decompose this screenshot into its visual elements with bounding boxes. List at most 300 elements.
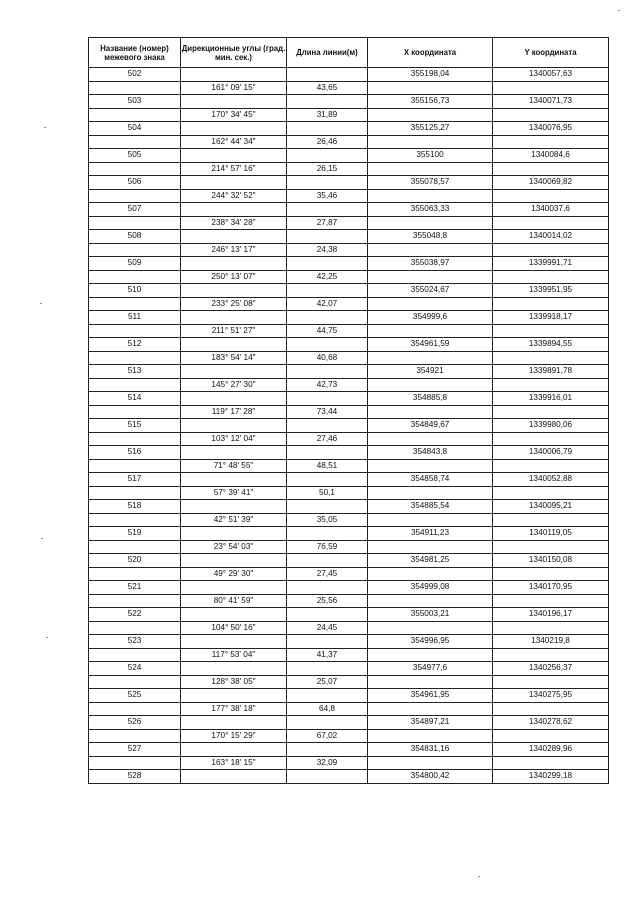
empty-cell <box>493 540 609 554</box>
empty-cell <box>89 702 181 716</box>
point-row <box>89 662 609 676</box>
point-name-cell: 513 <box>89 365 181 379</box>
empty-cell <box>493 189 609 203</box>
empty-cell <box>181 95 287 109</box>
point-name-cell: 508 <box>89 230 181 244</box>
point-name-cell: 520 <box>89 554 181 568</box>
line-length-cell: 48,51 <box>287 459 368 473</box>
table-body <box>89 68 609 784</box>
point-row <box>89 203 609 217</box>
line-length-cell: 41,37 <box>287 648 368 662</box>
direction-angle-cell: 57° 39' 41" <box>181 486 287 500</box>
segment-row <box>89 648 609 662</box>
empty-cell <box>181 716 287 730</box>
x-coordinate-cell: 354885,54 <box>368 500 493 514</box>
point-row <box>89 68 609 82</box>
x-coordinate-cell: 354999,08 <box>368 581 493 595</box>
segment-row <box>89 621 609 635</box>
empty-cell <box>368 594 493 608</box>
x-coordinate-cell: 355125,27 <box>368 122 493 136</box>
line-length-cell: 44,75 <box>287 324 368 338</box>
y-coordinate-cell: 1339991,71 <box>493 257 609 271</box>
point-name-cell: 525 <box>89 689 181 703</box>
y-coordinate-cell: 1340219,8 <box>493 635 609 649</box>
empty-cell <box>287 500 368 514</box>
empty-cell <box>368 540 493 554</box>
empty-cell <box>89 675 181 689</box>
empty-cell <box>493 297 609 311</box>
empty-cell <box>181 230 287 244</box>
empty-cell <box>493 324 609 338</box>
empty-cell <box>181 608 287 622</box>
point-name-cell: 503 <box>89 95 181 109</box>
direction-angle-cell: 162° 44' 34" <box>181 135 287 149</box>
y-coordinate-cell: 1340052,88 <box>493 473 609 487</box>
direction-angle-cell: 238° 34' 28" <box>181 216 287 230</box>
header-y-coordinate: Y координата <box>493 38 609 68</box>
empty-cell <box>493 432 609 446</box>
empty-cell <box>368 189 493 203</box>
point-row <box>89 230 609 244</box>
x-coordinate-cell: 354831,16 <box>368 743 493 757</box>
empty-cell <box>287 68 368 82</box>
segment-row <box>89 108 609 122</box>
empty-cell <box>89 729 181 743</box>
line-length-cell: 35,05 <box>287 513 368 527</box>
direction-angle-cell: 145° 27' 30" <box>181 378 287 392</box>
empty-cell <box>368 108 493 122</box>
empty-cell <box>89 243 181 257</box>
x-coordinate-cell: 354981,25 <box>368 554 493 568</box>
direction-angle-cell: 117° 53' 04" <box>181 648 287 662</box>
direction-angle-cell: 80° 41' 59" <box>181 594 287 608</box>
direction-angle-cell: 183° 54' 14" <box>181 351 287 365</box>
empty-cell <box>368 162 493 176</box>
y-coordinate-cell: 1340170,95 <box>493 581 609 595</box>
line-length-cell: 25,56 <box>287 594 368 608</box>
empty-cell <box>493 756 609 770</box>
line-length-cell: 26,46 <box>287 135 368 149</box>
y-coordinate-cell: 1340150,08 <box>493 554 609 568</box>
x-coordinate-cell: 354911,23 <box>368 527 493 541</box>
empty-cell <box>181 419 287 433</box>
empty-cell <box>89 486 181 500</box>
point-name-cell: 514 <box>89 392 181 406</box>
point-name-cell: 506 <box>89 176 181 190</box>
empty-cell <box>368 243 493 257</box>
x-coordinate-cell: 354800,42 <box>368 770 493 784</box>
x-coordinate-cell: 355003,21 <box>368 608 493 622</box>
x-coordinate-cell: 354858,74 <box>368 473 493 487</box>
point-row <box>89 122 609 136</box>
empty-cell <box>89 81 181 95</box>
empty-cell <box>181 446 287 460</box>
empty-cell <box>368 648 493 662</box>
boundary-coordinates-table <box>88 37 609 784</box>
y-coordinate-cell: 1340014,02 <box>493 230 609 244</box>
point-row <box>89 716 609 730</box>
empty-cell <box>89 216 181 230</box>
empty-cell <box>181 338 287 352</box>
segment-row <box>89 351 609 365</box>
point-name-cell: 521 <box>89 581 181 595</box>
empty-cell <box>89 513 181 527</box>
y-coordinate-cell: 1339951,95 <box>493 284 609 298</box>
segment-row <box>89 324 609 338</box>
line-length-cell: 32,09 <box>287 756 368 770</box>
point-name-cell: 519 <box>89 527 181 541</box>
empty-cell <box>493 405 609 419</box>
point-row <box>89 770 609 784</box>
empty-cell <box>287 230 368 244</box>
empty-cell <box>493 729 609 743</box>
line-length-cell: 24,38 <box>287 243 368 257</box>
line-length-cell: 40,68 <box>287 351 368 365</box>
empty-cell <box>493 567 609 581</box>
point-row <box>89 95 609 109</box>
empty-cell <box>368 567 493 581</box>
segment-row <box>89 756 609 770</box>
empty-cell <box>181 527 287 541</box>
x-coordinate-cell: 354885,8 <box>368 392 493 406</box>
line-length-cell: 76,59 <box>287 540 368 554</box>
point-row <box>89 338 609 352</box>
point-name-cell: 510 <box>89 284 181 298</box>
empty-cell <box>493 216 609 230</box>
empty-cell <box>89 189 181 203</box>
empty-cell <box>89 270 181 284</box>
segment-row <box>89 459 609 473</box>
x-coordinate-cell: 354961,59 <box>368 338 493 352</box>
empty-cell <box>89 540 181 554</box>
segment-row <box>89 162 609 176</box>
y-coordinate-cell: 1339980,06 <box>493 419 609 433</box>
point-name-cell: 526 <box>89 716 181 730</box>
x-coordinate-cell: 354961,95 <box>368 689 493 703</box>
empty-cell <box>493 648 609 662</box>
point-row <box>89 311 609 325</box>
empty-cell <box>287 554 368 568</box>
empty-cell <box>181 554 287 568</box>
empty-cell <box>368 756 493 770</box>
point-name-cell: 516 <box>89 446 181 460</box>
direction-angle-cell: 214° 57' 16" <box>181 162 287 176</box>
empty-cell <box>287 662 368 676</box>
empty-cell <box>287 743 368 757</box>
direction-angle-cell: 42° 51' 39" <box>181 513 287 527</box>
empty-cell <box>368 702 493 716</box>
empty-cell <box>181 689 287 703</box>
line-length-cell: 31,89 <box>287 108 368 122</box>
scan-speck <box>478 876 480 877</box>
line-length-cell: 25,07 <box>287 675 368 689</box>
line-length-cell: 73,44 <box>287 405 368 419</box>
empty-cell <box>287 635 368 649</box>
empty-cell <box>368 675 493 689</box>
segment-row <box>89 270 609 284</box>
empty-cell <box>181 311 287 325</box>
empty-cell <box>368 405 493 419</box>
point-row <box>89 284 609 298</box>
point-name-cell: 507 <box>89 203 181 217</box>
point-name-cell: 517 <box>89 473 181 487</box>
point-row <box>89 392 609 406</box>
empty-cell <box>89 162 181 176</box>
empty-cell <box>287 203 368 217</box>
y-coordinate-cell: 1340289,96 <box>493 743 609 757</box>
empty-cell <box>368 378 493 392</box>
empty-cell <box>89 351 181 365</box>
point-name-cell: 523 <box>89 635 181 649</box>
direction-angle-cell: 163° 18' 15" <box>181 756 287 770</box>
segment-row <box>89 297 609 311</box>
y-coordinate-cell: 1340076,95 <box>493 122 609 136</box>
x-coordinate-cell: 355078,57 <box>368 176 493 190</box>
x-coordinate-cell: 355100 <box>368 149 493 163</box>
empty-cell <box>287 122 368 136</box>
empty-cell <box>89 648 181 662</box>
empty-cell <box>181 392 287 406</box>
direction-angle-cell: 119° 17' 28" <box>181 405 287 419</box>
direction-angle-cell: 71° 48' 55" <box>181 459 287 473</box>
segment-row <box>89 216 609 230</box>
table-header-row <box>89 38 609 68</box>
x-coordinate-cell: 354849,67 <box>368 419 493 433</box>
empty-cell <box>181 743 287 757</box>
point-row <box>89 419 609 433</box>
y-coordinate-cell: 1340299,18 <box>493 770 609 784</box>
empty-cell <box>493 378 609 392</box>
empty-cell <box>287 446 368 460</box>
empty-cell <box>287 770 368 784</box>
direction-angle-cell: 23° 54' 03" <box>181 540 287 554</box>
empty-cell <box>287 608 368 622</box>
y-coordinate-cell: 1340275,95 <box>493 689 609 703</box>
empty-cell <box>368 351 493 365</box>
empty-cell <box>368 486 493 500</box>
line-length-cell: 27,46 <box>287 432 368 446</box>
empty-cell <box>89 459 181 473</box>
direction-angle-cell: 177° 38' 18" <box>181 702 287 716</box>
empty-cell <box>181 149 287 163</box>
point-row <box>89 608 609 622</box>
empty-cell <box>368 621 493 635</box>
empty-cell <box>368 729 493 743</box>
y-coordinate-cell: 1340278,62 <box>493 716 609 730</box>
y-coordinate-cell: 1340037,6 <box>493 203 609 217</box>
empty-cell <box>181 122 287 136</box>
x-coordinate-cell: 355024,67 <box>368 284 493 298</box>
point-row <box>89 257 609 271</box>
line-length-cell: 42,25 <box>287 270 368 284</box>
point-row <box>89 527 609 541</box>
empty-cell <box>181 473 287 487</box>
empty-cell <box>287 473 368 487</box>
empty-cell <box>89 108 181 122</box>
x-coordinate-cell: 354977,6 <box>368 662 493 676</box>
empty-cell <box>89 621 181 635</box>
empty-cell <box>181 365 287 379</box>
y-coordinate-cell: 1340057,63 <box>493 68 609 82</box>
y-coordinate-cell: 1339891,78 <box>493 365 609 379</box>
header-line-length: Длина линии(м) <box>287 38 368 68</box>
y-coordinate-cell: 1340256,37 <box>493 662 609 676</box>
header-point-name: Название (номер) межевого знака <box>89 38 181 68</box>
empty-cell <box>287 689 368 703</box>
line-length-cell: 42,73 <box>287 378 368 392</box>
segment-row <box>89 675 609 689</box>
empty-cell <box>287 581 368 595</box>
empty-cell <box>368 135 493 149</box>
segment-row <box>89 432 609 446</box>
empty-cell <box>493 81 609 95</box>
x-coordinate-cell: 354999,6 <box>368 311 493 325</box>
scan-speck <box>41 538 43 539</box>
point-row <box>89 365 609 379</box>
line-length-cell: 43,65 <box>287 81 368 95</box>
point-name-cell: 511 <box>89 311 181 325</box>
segment-row <box>89 243 609 257</box>
empty-cell <box>368 216 493 230</box>
y-coordinate-cell: 1340069,82 <box>493 176 609 190</box>
segment-row <box>89 513 609 527</box>
point-row <box>89 500 609 514</box>
empty-cell <box>493 459 609 473</box>
empty-cell <box>181 203 287 217</box>
y-coordinate-cell: 1340006,79 <box>493 446 609 460</box>
empty-cell <box>493 351 609 365</box>
y-coordinate-cell: 1340196,17 <box>493 608 609 622</box>
empty-cell <box>493 621 609 635</box>
segment-row <box>89 702 609 716</box>
y-coordinate-cell: 1340095,21 <box>493 500 609 514</box>
empty-cell <box>493 135 609 149</box>
segment-row <box>89 135 609 149</box>
y-coordinate-cell: 1340084,6 <box>493 149 609 163</box>
empty-cell <box>493 675 609 689</box>
empty-cell <box>181 257 287 271</box>
direction-angle-cell: 244° 32' 52" <box>181 189 287 203</box>
point-name-cell: 505 <box>89 149 181 163</box>
scan-speck <box>618 10 620 11</box>
line-length-cell: 67,02 <box>287 729 368 743</box>
y-coordinate-cell: 1339916,01 <box>493 392 609 406</box>
direction-angle-cell: 49° 29' 30" <box>181 567 287 581</box>
empty-cell <box>368 432 493 446</box>
scan-speck <box>44 127 46 128</box>
empty-cell <box>89 135 181 149</box>
point-name-cell: 522 <box>89 608 181 622</box>
point-name-cell: 518 <box>89 500 181 514</box>
point-row <box>89 554 609 568</box>
empty-cell <box>181 770 287 784</box>
empty-cell <box>181 500 287 514</box>
empty-cell <box>287 419 368 433</box>
direction-angle-cell: 128° 38' 05" <box>181 675 287 689</box>
empty-cell <box>368 297 493 311</box>
point-name-cell: 528 <box>89 770 181 784</box>
empty-cell <box>89 297 181 311</box>
point-row <box>89 743 609 757</box>
x-coordinate-cell: 355038,97 <box>368 257 493 271</box>
x-coordinate-cell: 355048,8 <box>368 230 493 244</box>
point-row <box>89 473 609 487</box>
empty-cell <box>368 513 493 527</box>
y-coordinate-cell: 1340071,73 <box>493 95 609 109</box>
empty-cell <box>287 284 368 298</box>
empty-cell <box>181 68 287 82</box>
line-length-cell: 35,46 <box>287 189 368 203</box>
empty-cell <box>287 311 368 325</box>
empty-cell <box>89 567 181 581</box>
y-coordinate-cell: 1340119,05 <box>493 527 609 541</box>
x-coordinate-cell: 354843,8 <box>368 446 493 460</box>
segment-row <box>89 567 609 581</box>
direction-angle-cell: 233° 25' 08" <box>181 297 287 311</box>
point-name-cell: 504 <box>89 122 181 136</box>
y-coordinate-cell: 1339894,55 <box>493 338 609 352</box>
direction-angle-cell: 103° 12' 04" <box>181 432 287 446</box>
segment-row <box>89 81 609 95</box>
empty-cell <box>89 378 181 392</box>
segment-row <box>89 189 609 203</box>
direction-angle-cell: 170° 15' 29" <box>181 729 287 743</box>
x-coordinate-cell: 355063,33 <box>368 203 493 217</box>
empty-cell <box>287 338 368 352</box>
segment-row <box>89 486 609 500</box>
point-name-cell: 527 <box>89 743 181 757</box>
x-coordinate-cell: 355198,04 <box>368 68 493 82</box>
point-row <box>89 635 609 649</box>
empty-cell <box>493 270 609 284</box>
empty-cell <box>181 284 287 298</box>
x-coordinate-cell: 354897,21 <box>368 716 493 730</box>
empty-cell <box>368 324 493 338</box>
empty-cell <box>493 594 609 608</box>
empty-cell <box>493 486 609 500</box>
empty-cell <box>287 95 368 109</box>
header-direction-angle: Дирекционные углы (град. мин. сек.) <box>181 38 287 68</box>
empty-cell <box>368 459 493 473</box>
direction-angle-cell: 104° 50' 16" <box>181 621 287 635</box>
point-row <box>89 581 609 595</box>
empty-cell <box>89 324 181 338</box>
point-name-cell: 524 <box>89 662 181 676</box>
empty-cell <box>181 176 287 190</box>
direction-angle-cell: 211° 51' 27" <box>181 324 287 338</box>
scan-speck <box>46 637 48 638</box>
line-length-cell: 42,07 <box>287 297 368 311</box>
empty-cell <box>287 527 368 541</box>
segment-row <box>89 540 609 554</box>
empty-cell <box>181 662 287 676</box>
empty-cell <box>493 162 609 176</box>
line-length-cell: 27,45 <box>287 567 368 581</box>
empty-cell <box>368 270 493 284</box>
direction-angle-cell: 250° 13' 07" <box>181 270 287 284</box>
direction-angle-cell: 170° 34' 45" <box>181 108 287 122</box>
empty-cell <box>287 257 368 271</box>
header-x-coordinate: X координата <box>368 38 493 68</box>
line-length-cell: 64,8 <box>287 702 368 716</box>
point-name-cell: 515 <box>89 419 181 433</box>
empty-cell <box>493 108 609 122</box>
segment-row <box>89 378 609 392</box>
line-length-cell: 50,1 <box>287 486 368 500</box>
segment-row <box>89 729 609 743</box>
empty-cell <box>181 581 287 595</box>
point-row <box>89 149 609 163</box>
